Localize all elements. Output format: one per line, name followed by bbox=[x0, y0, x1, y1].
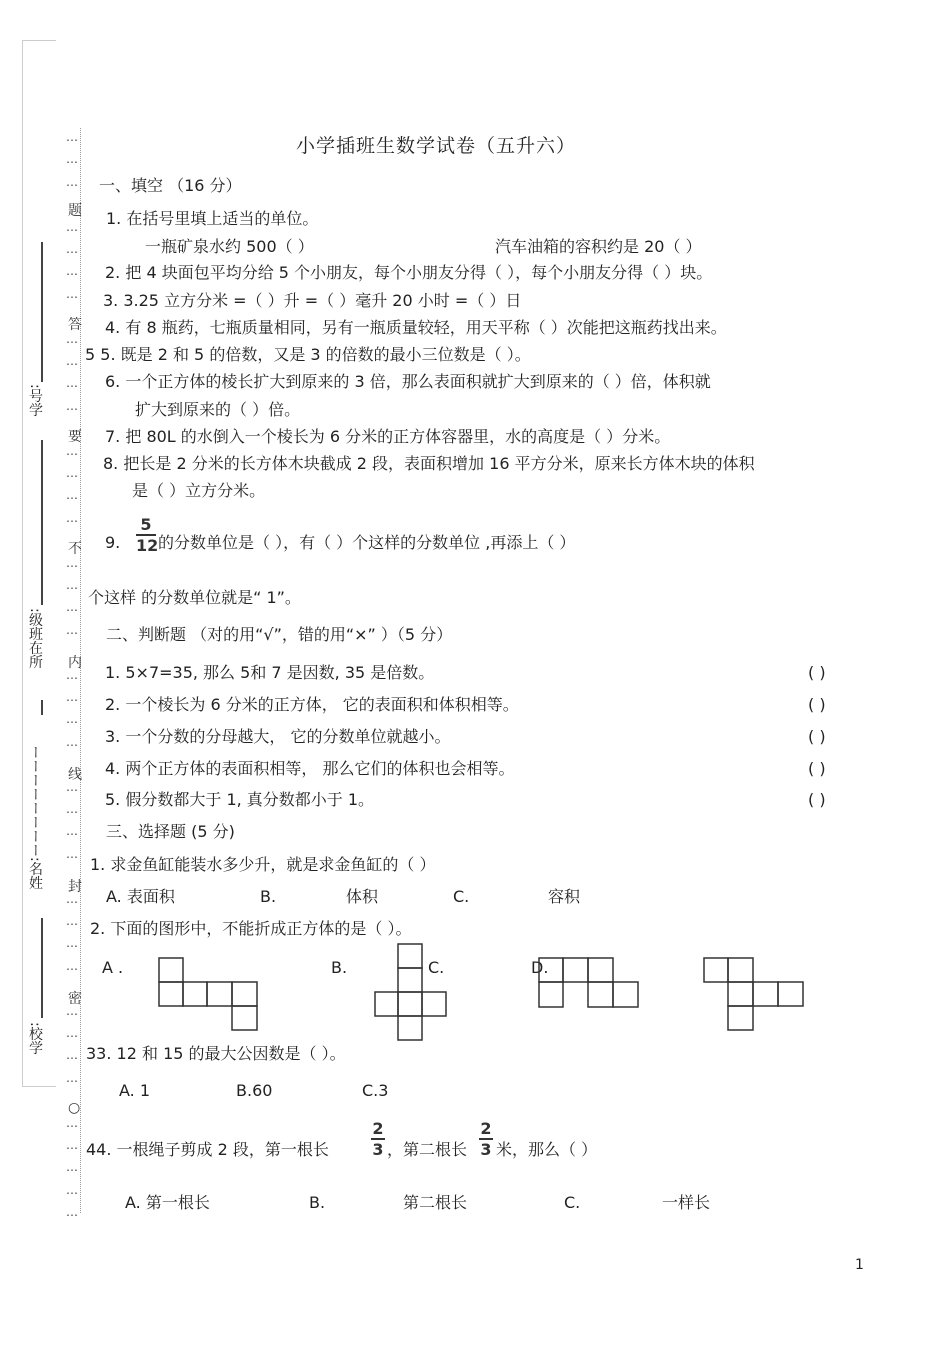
seal-dot: … bbox=[66, 1205, 77, 1219]
net-square bbox=[753, 982, 778, 1006]
margin-line bbox=[41, 700, 43, 715]
section2-heading: 二、判断题 （对的用“√”，错的用“×” ）（5 分） bbox=[106, 625, 453, 644]
fraction-numerator: 2 bbox=[372, 1119, 384, 1138]
seal-char: 答 bbox=[68, 317, 82, 333]
net-square bbox=[728, 982, 753, 1006]
page-title: 小学插班生数学试卷（五升六） bbox=[296, 135, 577, 157]
seal-dot: … bbox=[66, 175, 77, 189]
margin-line bbox=[41, 440, 43, 605]
net-square bbox=[207, 982, 232, 1006]
question-8: 8. 把长是 2 分米的长方体木块截成 2 段，表面积增加 16 平方分米，原来长方体木块的体积 bbox=[103, 454, 755, 473]
net-square bbox=[613, 982, 638, 1007]
page-number: 1 bbox=[855, 1257, 864, 1273]
label-text: ーーーーーーーー:名姓 bbox=[27, 745, 43, 890]
judge-item: 3. 一个分数的分母越大， 它的分数单位就越小。 bbox=[105, 727, 451, 746]
seal-dot: … bbox=[66, 914, 77, 928]
choice-option-b: B. bbox=[309, 1193, 326, 1212]
choice-option-b-text: 第二根长 bbox=[403, 1193, 468, 1212]
choice-question-4-pre: 44. 一根绳子剪成 2 段，第一根长 bbox=[86, 1140, 329, 1159]
seal-dot: … bbox=[66, 712, 77, 726]
net-square bbox=[728, 1006, 753, 1030]
choice-option-c: C. bbox=[564, 1193, 581, 1212]
question-1: 1. 在括号里填上适当的单位。 bbox=[106, 209, 319, 228]
seal-dot: … bbox=[66, 556, 77, 570]
label-text: :校学 bbox=[27, 1022, 43, 1055]
answer-bracket: ( ) bbox=[808, 695, 826, 714]
student-number-label bbox=[26, 384, 42, 422]
seal-dot: … bbox=[66, 600, 77, 614]
fraction-2-3 bbox=[371, 1120, 385, 1158]
seal-char: 题 bbox=[68, 203, 82, 219]
seal-dot: … bbox=[66, 130, 77, 144]
answer-bracket: ( ) bbox=[808, 759, 826, 778]
choice-option-b: B. bbox=[331, 958, 348, 977]
judge-item: 1. 5×7=35, 那么 5和 7 是因数, 35 是倍数。 bbox=[105, 663, 435, 682]
net-square bbox=[422, 992, 446, 1016]
name-label bbox=[26, 745, 42, 895]
margin-line bbox=[41, 242, 43, 382]
answer-bracket: ( ) bbox=[808, 663, 826, 682]
question-6-cont: 扩大到原来的（ ）倍。 bbox=[135, 400, 301, 419]
question-4: 4. 有 8 瓶药，七瓶质量相同，另有一瓶质量较轻，用天平称（ ）次能把这瓶药找出来。 bbox=[105, 318, 727, 337]
net-square bbox=[539, 982, 563, 1007]
net-square bbox=[539, 958, 563, 982]
choice-option-a: A. 第一根长 bbox=[125, 1193, 210, 1212]
net-square bbox=[159, 982, 183, 1006]
seal-dot: … bbox=[66, 287, 77, 301]
seal-char: 密 bbox=[68, 991, 82, 1007]
net-square bbox=[588, 958, 613, 982]
choice-option-c-text: 一样长 bbox=[662, 1193, 711, 1212]
choice-question-3: 33. 12 和 15 的最大公因数是（ ）。 bbox=[86, 1044, 346, 1063]
cube-net-c bbox=[538, 957, 640, 1009]
choice-question-2: 2. 下面的图形中，不能折成正方体的是（ ）。 bbox=[90, 919, 412, 938]
seal-dot: … bbox=[66, 668, 77, 682]
choice-option-b: B. bbox=[260, 887, 277, 906]
net-square bbox=[563, 958, 588, 982]
seal-dot: … bbox=[66, 511, 77, 525]
seal-dot: … bbox=[66, 242, 77, 256]
net-square bbox=[398, 968, 422, 992]
seal-dot: … bbox=[66, 1160, 77, 1174]
choice-option-d: D. bbox=[531, 958, 549, 977]
net-square bbox=[159, 958, 183, 982]
choice-option-a: A. 1 bbox=[119, 1081, 151, 1100]
question-9-cont: 个这样 的分数单位就是“ 1”。 bbox=[88, 588, 301, 607]
question-1a: 一瓶矿泉水约 500（ ） bbox=[145, 237, 314, 256]
seal-dot: … bbox=[66, 735, 77, 749]
seal-dot: … bbox=[66, 488, 77, 502]
seal-dot: … bbox=[66, 466, 77, 480]
question-7: 7. 把 80L 的水倒入一个棱长为 6 分米的正方体容器里，水的高度是（ ）分米。 bbox=[105, 427, 671, 446]
question-3: 3. 3.25 立方分米 =（ ）升 =（ ）毫升 20 小时 =（ ）日 bbox=[103, 291, 522, 310]
net-square bbox=[778, 982, 803, 1006]
seal-dot: … bbox=[66, 220, 77, 234]
seal-dot: … bbox=[66, 354, 77, 368]
net-square bbox=[398, 1016, 422, 1040]
net-square bbox=[375, 992, 398, 1016]
fraction-5-12 bbox=[136, 515, 159, 555]
fraction-numerator: 2 bbox=[480, 1119, 492, 1138]
seal-dot: … bbox=[66, 802, 77, 816]
seal-dot: … bbox=[66, 1026, 77, 1040]
seal-dot: … bbox=[66, 892, 77, 906]
seal-dot: … bbox=[66, 690, 77, 704]
seal-dot: … bbox=[66, 1048, 77, 1062]
choice-option-c: C. bbox=[453, 887, 470, 906]
label-text: :号学 bbox=[27, 384, 43, 417]
school-label bbox=[26, 1022, 42, 1060]
net-square bbox=[232, 1006, 257, 1030]
choice-question-4-mid: ，第二根长 bbox=[387, 1140, 468, 1159]
seal-dot: … bbox=[66, 824, 77, 838]
cube-net-a bbox=[158, 957, 260, 1033]
seal-dot: … bbox=[66, 376, 77, 390]
question-9-number: 9. bbox=[105, 533, 121, 552]
seal-dot: … bbox=[66, 847, 77, 861]
question-9: 的分数单位是（ ），有（ ）个这样的分数单位 ,再添上（ ） bbox=[158, 533, 576, 552]
fraction-denominator: 12 bbox=[136, 536, 159, 555]
seal-dot: … bbox=[66, 936, 77, 950]
seal-char: 内 bbox=[68, 655, 82, 671]
seal-dot: … bbox=[66, 152, 77, 166]
seal-dot: … bbox=[66, 623, 77, 637]
seal-dot: … bbox=[66, 1138, 77, 1152]
fraction-denominator: 3 bbox=[372, 1140, 384, 1159]
fraction-numerator: 5 bbox=[140, 515, 152, 534]
question-2: 2. 把 4 块面包平均分给 5 个小朋友，每个小朋友分得（ ），每个小朋友分得（ ）块。 bbox=[105, 263, 713, 282]
seal-dot: … bbox=[66, 264, 77, 278]
question-1b: 汽车油箱的容积约是 20（ ） bbox=[495, 237, 702, 256]
net-square bbox=[183, 982, 207, 1006]
section3-heading: 三、选择题 (5 分) bbox=[106, 822, 235, 841]
class-label bbox=[26, 608, 42, 674]
seal-dot: … bbox=[66, 332, 77, 346]
answer-bracket: ( ) bbox=[808, 727, 826, 746]
net-square bbox=[728, 958, 753, 982]
choice-option-a: A. 表面积 bbox=[106, 887, 175, 906]
margin-line bbox=[41, 918, 43, 1018]
choice-option-c: C.3 bbox=[362, 1081, 389, 1100]
seal-dot: … bbox=[66, 399, 77, 413]
net-square bbox=[398, 992, 422, 1016]
seal-dot: … bbox=[66, 1183, 77, 1197]
seal-char: ○ bbox=[68, 1100, 81, 1116]
net-square bbox=[588, 982, 613, 1007]
question-6: 6. 一个正方体的棱长扩大到原来的 3 倍，那么表面积就扩大到原来的（ ）倍，体积就 bbox=[105, 372, 711, 391]
judge-item: 2. 一个棱长为 6 分米的正方体， 它的表面积和体积相等。 bbox=[105, 695, 519, 714]
seal-dot: … bbox=[66, 578, 77, 592]
net-square bbox=[232, 982, 257, 1006]
answer-bracket: ( ) bbox=[808, 790, 826, 809]
binding-margin-box bbox=[22, 40, 56, 1087]
seal-char: 不 bbox=[68, 541, 82, 557]
choice-option-c-text: 容积 bbox=[548, 887, 581, 906]
fraction-denominator: 3 bbox=[480, 1140, 492, 1159]
seal-dot: … bbox=[66, 1071, 77, 1085]
section1-heading: 一、填空 （16 分） bbox=[99, 176, 242, 195]
seal-dot: … bbox=[66, 1004, 77, 1018]
judge-item: 5. 假分数都大于 1, 真分数都小于 1。 bbox=[105, 790, 375, 809]
seal-char: 要 bbox=[68, 429, 82, 445]
choice-option-c: C. bbox=[428, 958, 445, 977]
net-square bbox=[704, 958, 728, 982]
question-8-cont: 是（ ）立方分米。 bbox=[132, 481, 266, 500]
seal-dot: … bbox=[66, 959, 77, 973]
choice-option-b-text: 体积 bbox=[346, 887, 379, 906]
choice-question-1: 1. 求金鱼缸能装水多少升，就是求金鱼缸的（ ） bbox=[90, 855, 436, 874]
cube-net-d bbox=[703, 957, 805, 1033]
seal-dot: … bbox=[66, 1116, 77, 1130]
choice-option-a: A . bbox=[102, 958, 124, 977]
seal-char: 封 bbox=[68, 879, 82, 895]
choice-option-b: B.60 bbox=[236, 1081, 273, 1100]
seal-dot: … bbox=[66, 444, 77, 458]
seal-dot: … bbox=[66, 780, 77, 794]
choice-question-4-post: 米，那么（ ） bbox=[496, 1140, 598, 1159]
seal-char: 线 bbox=[68, 767, 82, 783]
label-text: :级班在所 bbox=[27, 608, 43, 669]
judge-item: 4. 两个正方体的表面积相等， 那么它们的体积也会相等。 bbox=[105, 759, 515, 778]
question-5: 5 5. 既是 2 和 5 的倍数，又是 3 的倍数的最小三位数是（ ）。 bbox=[85, 345, 531, 364]
fraction-2-3 bbox=[479, 1120, 493, 1158]
cube-net-b bbox=[374, 943, 448, 1041]
net-square bbox=[398, 944, 422, 968]
